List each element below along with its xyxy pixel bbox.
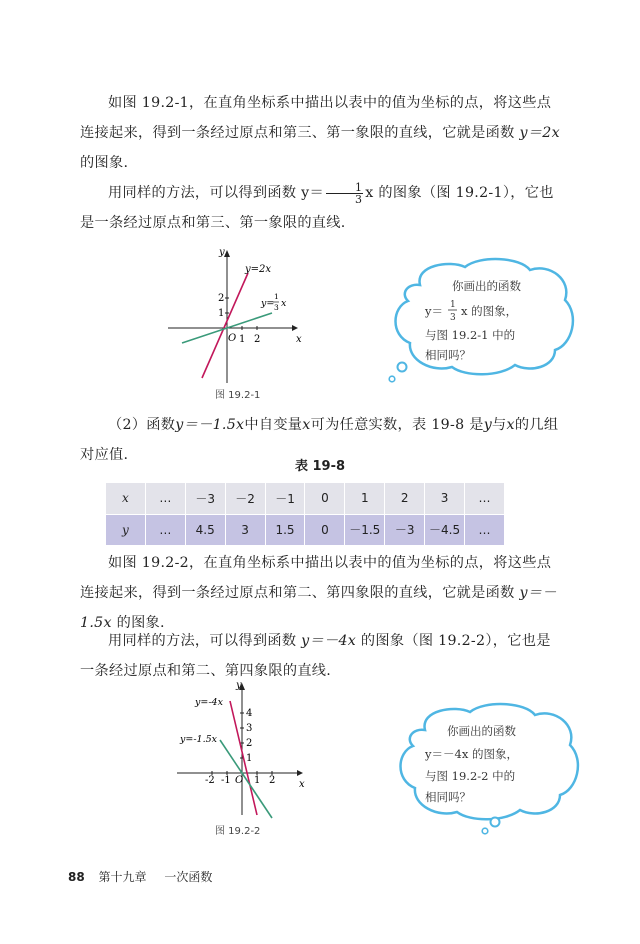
x-axis-arrow-2 [297, 770, 303, 776]
x-tick-label-neg2: -2 [205, 775, 215, 786]
paragraph-3-and: 与 [492, 417, 507, 433]
chapter-label: 第十九章 [98, 870, 147, 884]
table-cell: … [145, 514, 185, 546]
function-y-2x: y＝2x [519, 125, 560, 141]
table-cell: －3 [185, 483, 225, 515]
origin-label: O [228, 333, 237, 344]
paragraph-1-end: 的图象. [80, 155, 129, 171]
figure-19-2-2 [175, 680, 310, 820]
y-axis-label-2: y [236, 680, 242, 691]
y-tick-label-2-b: 2 [246, 738, 253, 749]
thought-bubble-2 [385, 700, 585, 835]
x-tick-label-2: 2 [254, 334, 261, 345]
fraction-one-third [326, 182, 363, 205]
table-cell: x [106, 483, 146, 515]
table-cell: … [465, 514, 505, 546]
table-cell: 0 [305, 483, 345, 515]
bubble-dot-large [398, 363, 407, 372]
y-axis-arrow [224, 250, 230, 257]
paragraph-2 [80, 178, 560, 238]
paragraph-4-end: 的图象. [116, 615, 165, 631]
label-third-x: x [281, 298, 287, 309]
variable-x-2: x [506, 417, 515, 433]
bubble-1-line-1: 你画出的函数 [452, 279, 521, 293]
x-tick-label-1: 1 [239, 334, 246, 345]
label-y-neg-1-5x: y=-1.5x [180, 734, 218, 745]
bubble-2-line-1: 你画出的函数 [447, 724, 516, 738]
paragraph-5 [80, 626, 560, 686]
function-y-neg-1-5x: y＝－1.5x [175, 417, 245, 433]
table-row-y [106, 514, 505, 546]
table-cell: －4.5 [425, 514, 465, 546]
x-tick-label-1-b: 1 [254, 775, 261, 786]
variable-x: x [302, 417, 311, 433]
bubble-1-numerator: 1 [450, 300, 456, 310]
bubble-2-line-4: 相同吗？ [425, 790, 471, 804]
table-cell: －1.5 [345, 514, 385, 546]
label-third-denominator: 3 [274, 303, 279, 312]
table-cell: －1 [265, 483, 305, 515]
table-cell: 3 [425, 483, 465, 515]
label-third-numerator: 1 [274, 292, 279, 301]
bubble-2-line-3: 与图 19.2-2 中的 [425, 769, 516, 783]
bubble-dot-large-2 [491, 818, 500, 827]
table-cell: … [465, 483, 505, 515]
table-cell: 4.5 [185, 514, 225, 546]
bubble-dot-small [389, 376, 395, 382]
y-tick-label-1: 1 [218, 308, 225, 319]
y-tick-label-3-b: 3 [246, 723, 253, 734]
table-cell: 1 [345, 483, 385, 515]
table-cell: 1.5 [265, 514, 305, 546]
x-tick-label-2-b: 2 [269, 775, 276, 786]
bubble-1-line-3: 与图 19.2-1 中的 [425, 328, 516, 342]
bubble-1-line-2-prefix: y＝ [425, 304, 443, 318]
table-cell: 3 [225, 514, 265, 546]
variable-y: y [483, 417, 493, 433]
bubble-dot-small-2 [482, 828, 488, 834]
table-cell: 2 [385, 483, 425, 515]
paragraph-5-text: 用同样的方法，可以得到函数 [108, 633, 297, 649]
function-y-neg-4x: y＝－4x [301, 633, 357, 649]
paragraph-4 [80, 548, 560, 638]
line-y-2x [202, 273, 248, 378]
paragraph-2-text: 用同样的方法，可以得到函数 y＝ [108, 185, 324, 201]
label-y-neg-4x: y=-4x [195, 697, 223, 708]
paragraph-3-text: （2）函数 [108, 417, 176, 433]
x-axis-label: x [296, 334, 302, 345]
x-axis-label-2: x [299, 779, 305, 790]
chapter-title: 一次函数 [164, 870, 213, 884]
y-tick-label-2: 2 [218, 293, 225, 304]
line-y-neg-4x [230, 701, 257, 815]
label-third-prefix: y= [261, 298, 275, 309]
y-tick-label-1-b: 1 [246, 753, 253, 764]
table-title: 表 19-8 [294, 459, 346, 474]
x-tick-label-neg1: -1 [221, 775, 231, 786]
origin-label-2: O [235, 775, 244, 786]
paragraph-2-end: x 的图象（图 19.2-1），它也是一条经过原点和第三、第一象限的直线. [80, 185, 554, 231]
paragraph-1 [80, 88, 560, 178]
figure-1-caption: 图 19.2-1 [215, 390, 261, 401]
table-cell: … [145, 483, 185, 515]
figure-19-2-1 [160, 245, 320, 385]
x-axis-arrow [292, 325, 298, 331]
label-y-2x: y=2x [245, 264, 272, 275]
table-cell: －3 [385, 514, 425, 546]
fraction-denominator: 3 [354, 192, 363, 206]
page-number: 88 [68, 870, 85, 884]
paragraph-5-end: 的图象（图 19.2-2），它也是一条经过原点和第二、第四象限的直线. [80, 633, 551, 679]
values-table [105, 482, 505, 546]
y-tick-label-4-b: 4 [246, 708, 253, 719]
paragraph-3-mid: 中自变量 [244, 417, 303, 433]
bubble-2-line-2: y＝－4x 的图象， [425, 747, 518, 761]
paragraph-3-end: 的几组对应值. [80, 417, 559, 463]
table-cell: y [106, 514, 146, 546]
fraction-numerator: 1 [326, 182, 363, 194]
thought-bubble-1 [380, 255, 580, 390]
bubble-1-line-2-suffix: x 的图象， [461, 304, 518, 318]
paragraph-1-text: 如图 19.2-1，在直角坐标系中描出以表中的值为坐标的点，将这些点连接起来，得到一条经过原点和第三、第一象限的直线，它就是函数 [80, 95, 552, 141]
paragraph-4-text: 如图 19.2-2，在直角坐标系中描出以表中的值为坐标的点，将这些点连接起来，得到一条经过原点和第二、第四象限的直线，它就是函数 [80, 555, 552, 601]
bubble-1-line-4: 相同吗？ [425, 348, 471, 362]
table-cell: －2 [225, 483, 265, 515]
page-footer [68, 868, 212, 885]
figure-2-caption: 图 19.2-2 [215, 826, 261, 837]
table-row-x [106, 483, 505, 515]
bubble-1-denominator: 3 [450, 313, 456, 323]
function-y-neg-1-5x-2: y＝－1.5x [80, 585, 557, 631]
paragraph-3-table-ref: 可为任意实数，表 19-8 是 [310, 417, 484, 433]
y-axis-label: y [219, 247, 225, 258]
table-cell: 0 [305, 514, 345, 546]
